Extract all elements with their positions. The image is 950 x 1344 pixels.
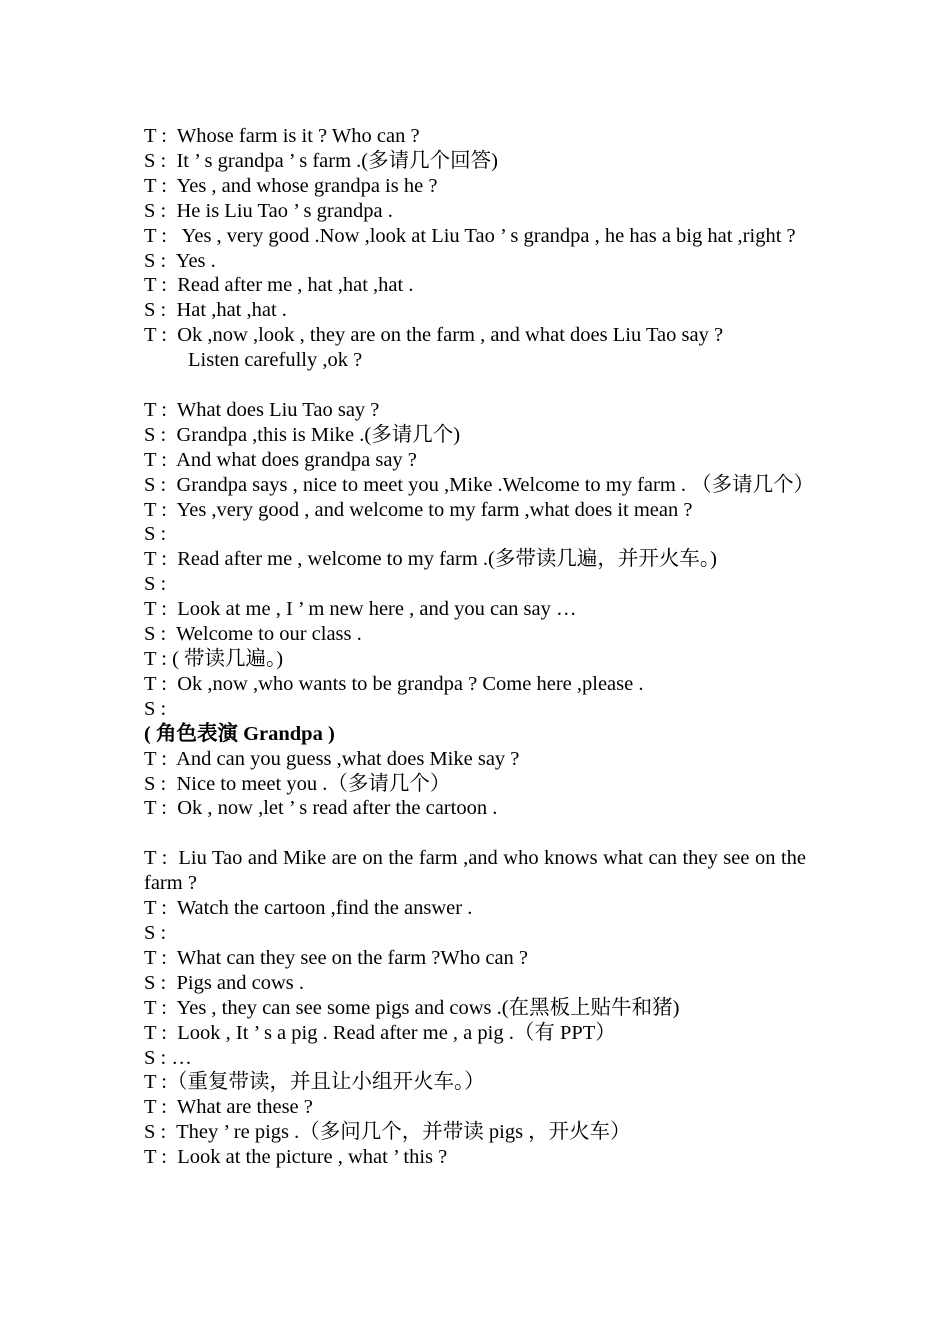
dialogue-line: S : Yes . — [144, 249, 216, 272]
dialogue-line: S : It ’ s grandpa ’ s farm .(多请几个回答) — [144, 149, 498, 172]
dialogue-line: S : — [144, 697, 167, 720]
dialogue-line: S : Grandpa ,this is Mike .(多请几个) — [144, 423, 461, 446]
dialogue-line: T : Yes ,very good , and welcome to my farm ,what does it mean ? — [144, 498, 693, 521]
dialogue-line: T : Read after me , welcome to my farm .(多带读几遍，并开火车。) — [144, 548, 717, 571]
dialogue-line: S : Nice to meet you .（多请几个） — [144, 772, 451, 795]
dialogue-line: T : Look at me , I ’ m new here , and you can say … — [144, 598, 577, 621]
dialogue-line: T : And what does grandpa say ? — [144, 448, 417, 471]
dialogue-line: S : — [144, 523, 167, 546]
dialogue-line: T : Yes , they can see some pigs and cows .(在黑板上贴牛和猪) — [144, 996, 680, 1019]
dialogue-line: T : Read after me , hat ,hat ,hat . — [144, 274, 414, 297]
dialogue-line: T : Whose farm is it ? Who can ? — [144, 125, 420, 147]
role-play-heading: ( 角色表演 Grandpa ) — [144, 722, 335, 745]
dialogue-line: S : — [144, 573, 167, 596]
dialogue-line: T : ( 带读几遍。) — [144, 648, 284, 671]
dialogue-line: S : — [144, 921, 167, 944]
dialogue-line: S : They ’ re pigs .（多问几个，并带读 pigs ，开火车） — [144, 1121, 631, 1144]
dialogue-line: T : And can you guess ,what does Mike say ? — [144, 747, 520, 770]
dialogue-line: T : Yes , and whose grandpa is he ? — [144, 174, 438, 197]
blank-line — [144, 821, 806, 846]
dialogue-line: T :（重复带读，并且让小组开火车。） — [144, 1071, 485, 1094]
dialogue-line: Listen carefully ,ok ? — [188, 349, 363, 372]
dialogue-line: S : Grandpa says , nice to meet you ,Mike .Welcome to my farm . （多请几个） — [144, 473, 815, 496]
blank-line — [144, 373, 806, 398]
dialogue-line: T : Ok , now ,let ’ s read after the cartoon . — [144, 797, 498, 820]
dialogue-line: T : Yes , very good .Now ,look at Liu Tao ’ s grandpa , he has a big hat ,right ? — [144, 224, 796, 247]
dialogue-line: T : What does Liu Tao say ? — [144, 398, 380, 421]
dialogue-line: S : He is Liu Tao ’ s grandpa . — [144, 199, 393, 222]
dialogue-line: T : Ok ,now ,look , they are on the farm , and what does Liu Tao say ? — [144, 324, 724, 347]
dialogue-line: S : Hat ,hat ,hat . — [144, 299, 287, 322]
dialogue-line: T : Look at the picture , what ’ this ? — [144, 1146, 448, 1169]
dialogue-line: T : What can they see on the farm ?Who can ? — [144, 946, 529, 969]
dialogue-line: S : … — [144, 1046, 192, 1069]
dialogue-line: S : Pigs and cows . — [144, 971, 305, 994]
dialogue-line: T : Ok ,now ,who wants to be grandpa ? Come here ,please . — [144, 672, 644, 695]
document-page — [144, 124, 815, 1170]
dialogue-line: T : Look , It ’ s a pig . Read after me , a pig .（有 PPT） — [144, 1021, 616, 1044]
dialogue-line: T : Watch the cartoon ,find the answer . — [144, 897, 473, 920]
dialogue-line: T : Liu Tao and Mike are on the farm ,and who knows what can they see on the farm ? — [144, 847, 812, 895]
dialogue-line: S : Welcome to our class . — [144, 623, 362, 646]
dialogue-line: T : What are these ? — [144, 1096, 313, 1119]
